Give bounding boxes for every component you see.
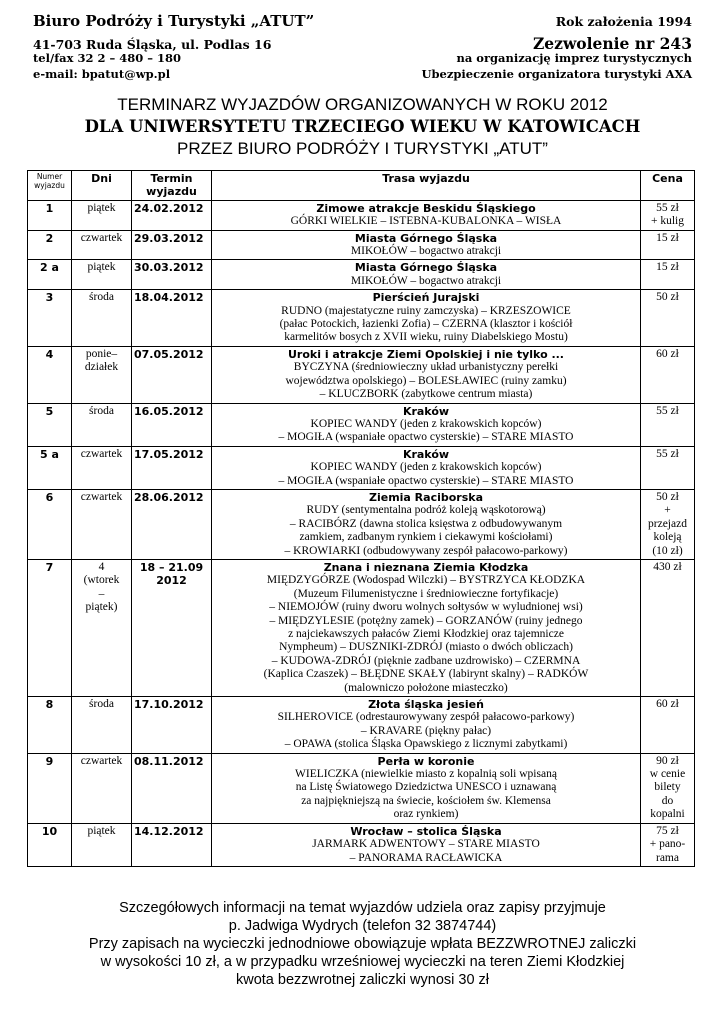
title-line-1: TERMINARZ WYJAZDÓW ORGANIZOWANYCH W ROKU 2012	[117, 95, 608, 114]
table-row	[28, 200, 695, 230]
trip-route	[212, 823, 641, 866]
table-row	[28, 489, 695, 559]
trip-number: 8	[28, 697, 72, 754]
trip-route	[212, 290, 641, 347]
trip-days: piątek	[72, 260, 132, 290]
route-line: – MOGIŁA (wspaniałe opactwo cysterskie) – STARE MIASTO	[278, 431, 574, 444]
route-line: MIĘDZYGÓRZE (Wodospad Wilczki) – BYSTRZYCA KŁODZKA	[266, 574, 586, 587]
trip-route	[212, 446, 641, 489]
route-line: – NIEMOJÓW (ruiny dworu wolnych sołtysów w wyludnionej wsi)	[269, 601, 583, 614]
trip-date: 28.06.2012	[132, 489, 212, 559]
trip-route	[212, 559, 641, 696]
trip-price: 90 zł w cenie bilety do kopalni	[641, 753, 695, 823]
route-title: Miasta Górnego Śląska	[354, 261, 498, 275]
route-line: oraz rynkiem)	[393, 808, 459, 821]
trip-price: 55 zł + kulig	[641, 200, 695, 230]
trip-number: 6	[28, 489, 72, 559]
insurance-note: Ubezpieczenie organizatora turystyki AXA	[421, 67, 692, 81]
trip-price: 15 zł	[641, 260, 695, 290]
trip-date: 14.12.2012	[132, 823, 212, 866]
trip-days: ponie– działek	[72, 346, 132, 403]
trip-route	[212, 403, 641, 446]
route-title: Kraków	[402, 404, 450, 418]
trip-number: 10	[28, 823, 72, 866]
trip-number: 5 a	[28, 446, 72, 489]
trip-number: 4	[28, 346, 72, 403]
route-title: Pierścień Jurajski	[372, 291, 480, 305]
trip-route	[212, 753, 641, 823]
route-line: MIKOŁÓW – bogactwo atrakcji	[350, 274, 502, 287]
trip-route	[212, 200, 641, 230]
document-title	[0, 94, 725, 160]
route-line: na Listę Światowego Dziedzictwa UNESCO i uznawaną	[295, 781, 557, 794]
founded-year: Rok założenia 1994	[555, 14, 692, 29]
route-line: RUDY (sentymentalna podróż koleją wąskotorową)	[306, 504, 546, 517]
footer-line: kwota bezzwrotnej zaliczki wynosi 30 zł	[235, 972, 490, 988]
route-line: GÓRKI WIELKIE – ISTEBNA-KUBALONKA – WISŁA	[290, 215, 562, 228]
route-line: – PANORAMA RACŁAWICKA	[349, 851, 503, 864]
trip-price: 15 zł	[641, 230, 695, 260]
trip-route	[212, 346, 641, 403]
table-row	[28, 260, 695, 290]
route-line: WIELICZKA (niewielkie miasto z kopalnią soli wpisaną	[295, 768, 557, 781]
route-line: (Muzeum Filumenistyczne i średniowieczne fortyfikacje)	[293, 587, 559, 600]
table-row	[28, 823, 695, 866]
table-row	[28, 697, 695, 754]
route-title: Miasta Górnego Śląska	[354, 231, 498, 245]
trip-days: środa	[72, 697, 132, 754]
route-line: karmelitów bosych z XVII wieku, ruiny Diabelskiego Mostu)	[284, 331, 568, 344]
route-line: z najciekawszych pałaców Ziemi Kłodzkiej oraz tajemnicze	[288, 628, 564, 640]
trip-number: 2	[28, 230, 72, 260]
company-name: Biuro Podróży i Turystyki „ATUT”	[33, 12, 315, 30]
trip-number: 5	[28, 403, 72, 446]
company-phone: tel/fax 32 2 – 480 – 180	[33, 51, 181, 65]
table-row	[28, 230, 695, 260]
trip-route	[212, 489, 641, 559]
route-line: Nympheum) – DUSZNIKI-ZDRÓJ (miasto o dwóch obliczach)	[279, 641, 573, 654]
trip-number: 7	[28, 559, 72, 696]
trip-date: 24.02.2012	[132, 200, 212, 230]
trip-days: piątek	[72, 200, 132, 230]
footer-line: Przy zapisach na wycieczki jednodniowe obowiązuje wpłata BEZZWROTNEJ zaliczki	[88, 936, 637, 952]
route-line: województwa opolskiego) – BOLESŁAWIEC (ruiny zamku)	[285, 374, 567, 387]
route-line: za najpiękniejszą na świecie, kościołem św. Klemensa	[301, 794, 551, 807]
route-line: RUDNO (majestatyczne ruiny zamczyska) – KRZESZOWICE	[281, 304, 571, 317]
trip-date: 18.04.2012	[132, 290, 212, 347]
trip-price: 55 zł	[641, 403, 695, 446]
route-line: KOPIEC WANDY (jeden z krakowskich kopców)	[310, 417, 542, 430]
trip-date: 08.11.2012	[132, 753, 212, 823]
permit-number: Zezwolenie nr 243	[532, 34, 692, 53]
header-price: Cena	[641, 171, 695, 201]
header-date: Termin wyjazdu	[132, 171, 212, 201]
schedule-table	[27, 170, 695, 867]
trip-price: 430 zł	[641, 559, 695, 696]
route-line: KOPIEC WANDY (jeden z krakowskich kopców)	[310, 461, 542, 474]
header-number: Numer wyjazdu	[28, 171, 72, 201]
route-title: Kraków	[402, 447, 450, 461]
route-title: Zimowe atrakcje Beskidu Śląskiego	[316, 201, 536, 215]
trip-price: 55 zł	[641, 446, 695, 489]
footer-line: w wysokości 10 zł, a w przypadku wrześniowej wycieczki na teren Ziemi Kłodzkiej	[100, 954, 625, 970]
trip-date: 18 – 21.09 2012	[132, 559, 212, 696]
trip-days: czwartek	[72, 230, 132, 260]
table-header-row	[28, 171, 695, 201]
route-title: Perła w koronie	[377, 754, 475, 768]
letterhead	[33, 12, 692, 83]
trip-number: 1	[28, 200, 72, 230]
trip-price: 60 zł	[641, 346, 695, 403]
table-row	[28, 753, 695, 823]
table-body	[28, 200, 695, 866]
trip-days: środa	[72, 403, 132, 446]
route-line: (Kaplica Czaszek) – BŁĘDNE SKAŁY (labirynt skalny) – RADKÓW	[263, 668, 589, 681]
route-line: – OPAWA (stolica Śląska Opawskiego z licznymi zabytkami)	[284, 738, 568, 751]
table-row	[28, 446, 695, 489]
route-line: (malowniczo położone miasteczko)	[344, 681, 508, 694]
route-line: MIKOŁÓW – bogactwo atrakcji	[350, 245, 502, 258]
route-title: Ziemia Raciborska	[368, 490, 484, 504]
trip-number: 3	[28, 290, 72, 347]
trip-price: 50 zł	[641, 290, 695, 347]
trip-date: 30.03.2012	[132, 260, 212, 290]
table-row	[28, 346, 695, 403]
route-line: – MIĘDZYLESIE (potężny zamek) – GORZANÓW (ruiny jednego	[269, 614, 583, 627]
route-line: (pałac Potockich, łazienki Zofia) – CZERNA (klasztor i kościół	[279, 318, 573, 331]
footer-info	[0, 899, 725, 989]
route-line: – KLUCZBORK (zabytkowe centrum miasta)	[319, 388, 533, 401]
trip-price: 75 zł + pano- rama	[641, 823, 695, 866]
route-line: – MOGIŁA (wspaniałe opactwo cysterskie) – STARE MIASTO	[278, 474, 574, 487]
trip-days: 4 (wtorek – piątek)	[72, 559, 132, 696]
trip-route	[212, 260, 641, 290]
route-title: Uroki i atrakcje Ziemi Opolskiej i nie tylko ...	[287, 347, 564, 361]
route-title: Złota śląska jesień	[368, 698, 484, 712]
trip-days: piątek	[72, 823, 132, 866]
route-line: – RACIBÓRZ (dawna stolica księstwa z odbudowywanym	[289, 517, 563, 530]
trip-date: 17.10.2012	[132, 697, 212, 754]
table-row	[28, 290, 695, 347]
footer-line: p. Jadwiga Wydrych (telefon 32 3874744)	[228, 918, 497, 934]
footer-line: Szczegółowych informacji na temat wyjazdów udziela oraz zapisy przyjmuje	[119, 900, 606, 916]
trip-date: 07.05.2012	[132, 346, 212, 403]
trip-days: środa	[72, 290, 132, 347]
route-title: Wrocław – stolica Śląska	[350, 824, 502, 838]
route-line: SILHEROVICE (odrestaurowywany zespół pałacowo-parkowy)	[277, 711, 575, 724]
trip-date: 29.03.2012	[132, 230, 212, 260]
trip-route	[212, 230, 641, 260]
title-line-3: PRZEZ BIURO PODRÓŻY I TURYSTYKI „ATUT”	[177, 139, 548, 158]
company-address: 41-703 Ruda Śląska, ul. Podlas 16	[33, 37, 272, 52]
title-line-2: DLA UNIWERSYTETU TRZECIEGO WIEKU W KATOWICACH	[84, 117, 641, 136]
header-days: Dni	[72, 171, 132, 201]
trip-number: 9	[28, 753, 72, 823]
trip-days: czwartek	[72, 446, 132, 489]
trip-price: 60 zł	[641, 697, 695, 754]
permit-note: na organizację imprez turystycznych	[456, 51, 692, 65]
trip-days: czwartek	[72, 489, 132, 559]
header-route: Trasa wyjazdu	[212, 171, 641, 201]
table-row	[28, 403, 695, 446]
trip-price: 50 zł + przejazd koleją (10 zł)	[641, 489, 695, 559]
route-line: BYCZYNA (średniowieczny układ urbanistyczny perełki	[293, 361, 559, 374]
table-row	[28, 559, 695, 696]
trip-number: 2 a	[28, 260, 72, 290]
route-line: JARMARK ADWENTOWY – STARE MIASTO	[312, 838, 540, 851]
route-line: zamkiem, zadbanym rynkiem i ciekawymi kościołami)	[299, 531, 553, 544]
trip-date: 17.05.2012	[132, 446, 212, 489]
route-line: – KUDOWA-ZDRÓJ (pięknie zadbane uzdrowisko) – CZERMNA	[271, 654, 581, 667]
trip-route	[212, 697, 641, 754]
company-email: e-mail: bpatut@wp.pl	[33, 67, 171, 81]
route-line: – KRAVARE (piękny pałac)	[360, 724, 492, 737]
route-title: Znana i nieznana Ziemia Kłodzka	[323, 560, 529, 574]
route-line: – KROWIARKI (odbudowywany zespół pałacowo-parkowy)	[284, 544, 568, 557]
trip-days: czwartek	[72, 753, 132, 823]
trip-date: 16.05.2012	[132, 403, 212, 446]
